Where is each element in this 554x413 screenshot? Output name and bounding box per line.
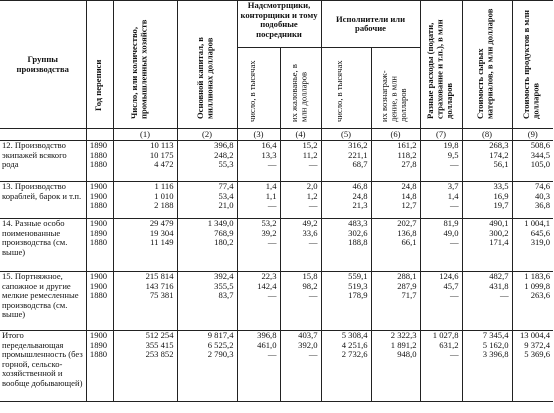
cell-value: 300,2 [489, 227, 509, 238]
cell-value: 396,8 [214, 140, 234, 150]
cell-value: 22,3 [261, 271, 277, 281]
cell-value: 403,7 [298, 330, 318, 340]
cell-value: — [449, 200, 459, 210]
cell-value: 49,0 [443, 227, 459, 238]
materials-cell [462, 331, 512, 402]
cell-value: — [449, 237, 459, 247]
capital-cell [177, 331, 237, 402]
column-number: (6) [371, 129, 420, 141]
w-number-header: число, в тысячах [321, 48, 371, 129]
sup-number-cell [237, 141, 280, 182]
supervisors-header: Надсмотрщики, конторщики и тому подобные посредники [237, 1, 321, 48]
cell-value: 1 004,1 [524, 218, 551, 228]
cell-value: 1880 [89, 290, 108, 300]
cell-value: 24,8 [352, 190, 368, 201]
cell-value: 40,3 [534, 190, 551, 201]
cell-value: 355,5 [214, 280, 234, 291]
cell-value: 1,2 [306, 190, 318, 201]
cell-value: 10 113 [150, 140, 174, 150]
cell-value: 1900 [89, 190, 108, 201]
products-header: Стоимость продуктов в млн долларов [512, 1, 553, 129]
products-cell [512, 182, 553, 219]
materials-cell [462, 141, 512, 182]
cell-value: 4 472 [154, 159, 174, 169]
cell-value: 1,4 [447, 190, 459, 201]
cell-value: 16,4 [261, 140, 277, 150]
cell-value: 5 308,4 [341, 330, 368, 340]
sup-salary-cell [280, 331, 321, 402]
cell-value: 1900 [89, 280, 108, 291]
cell-value: 1880 [89, 237, 108, 247]
cell-value: 316,2 [348, 140, 368, 150]
cell-value: 81,9 [443, 218, 459, 228]
cell-value: 9 817,4 [207, 330, 234, 340]
cell-value: — [449, 349, 459, 359]
workers-header: Исполнители или рабочие [321, 1, 420, 48]
cell-value: 1890 [89, 339, 108, 350]
cell-value: 13 004,4 [519, 330, 551, 340]
cell-value: 19,8 [443, 140, 459, 150]
cell-value: 2 790,3 [207, 349, 234, 359]
misc-expenses-header: Разные расходы (подати, страхование и т.п.), в млн долларов [420, 1, 462, 129]
year-cell [86, 219, 113, 272]
cell-value: 9 372,4 [524, 339, 551, 350]
cell-value: — [449, 290, 459, 300]
cell-value: 15,2 [302, 140, 318, 150]
sup-salary-cell [280, 141, 321, 182]
year-header: Год переписи [86, 1, 113, 129]
table-row [0, 331, 553, 402]
establishments-header: Число, или количество, промышленных хозяйств [113, 1, 177, 129]
cell-value: 319,0 [530, 237, 551, 247]
cell-value: 1 010 [154, 190, 174, 201]
w-number-cell [321, 182, 371, 219]
cell-value: 519,3 [348, 280, 368, 291]
column-number-blank [0, 129, 86, 141]
cell-value: 1 183,6 [524, 271, 551, 281]
column-number: (2) [177, 129, 237, 141]
cell-value: 1,4 [265, 181, 277, 191]
misc-cell [420, 182, 462, 219]
cell-value: 2 188 [154, 200, 174, 210]
column-number: (7) [420, 129, 462, 141]
cell-value: 768,9 [214, 227, 234, 238]
cell-value: 36,8 [534, 200, 551, 210]
misc-cell [420, 272, 462, 331]
misc-cell [420, 331, 462, 402]
cell-value: 68,7 [352, 159, 368, 169]
capital-cell [177, 141, 237, 182]
group-name-cell: 15. Портняжное, сапожное и другие мелкие ремесленные производства (см. выше) [2, 271, 79, 319]
cell-value: 14,8 [401, 190, 417, 201]
cell-value: 1 099,8 [524, 280, 551, 291]
cell-value: 288,1 [397, 271, 417, 281]
sup-salary-header: их жалованье, в млн долларов [280, 48, 321, 129]
column-number: (5) [321, 129, 371, 141]
cell-value: 1880 [89, 200, 108, 210]
cell-value: 302,6 [348, 227, 368, 238]
cell-value: — [267, 290, 277, 300]
cell-value: 221,1 [348, 149, 368, 160]
cell-value: 5 162,0 [482, 339, 509, 350]
group-name-cell: 12. Производство экипажей всякого рода [2, 140, 67, 169]
misc-cell [420, 141, 462, 182]
column-number-row [0, 129, 553, 141]
products-cell [512, 219, 553, 272]
cell-value: 71,7 [401, 290, 417, 300]
cell-value: 559,1 [348, 271, 368, 281]
cell-value: 19,7 [493, 200, 509, 210]
cell-value: 74,6 [534, 181, 551, 191]
cell-value: 9,5 [447, 149, 459, 160]
cell-value: — [267, 237, 277, 247]
column-number: (3) [237, 129, 280, 141]
cell-value: 2 322,3 [390, 330, 417, 340]
sup-number-cell [237, 272, 280, 331]
cell-value: 3 396,8 [482, 349, 509, 359]
cell-value: 1 891,2 [390, 339, 417, 350]
cell-value: 11 149 [150, 237, 174, 247]
cell-value: 253 852 [145, 349, 174, 359]
year-cell [86, 141, 113, 182]
cell-value: 1900 [89, 271, 108, 281]
cell-value: 1900 [89, 330, 108, 340]
cell-value: 46,8 [352, 181, 368, 191]
cell-value: 948,0 [397, 349, 417, 359]
cell-value: 21,3 [352, 200, 368, 210]
sup-salary-cell [280, 182, 321, 219]
cell-value: 24,8 [401, 181, 417, 191]
cell-value: 29 479 [149, 218, 174, 228]
materials-header: Стоимость сырых материалов, в млн долларов [462, 1, 512, 129]
cell-value: 11,2 [302, 149, 318, 160]
w-number-cell [321, 219, 371, 272]
cell-value: 142,4 [257, 280, 277, 291]
cell-value: 4 251,6 [341, 339, 368, 350]
cell-value: 1 027,8 [432, 330, 459, 340]
year-cell [86, 272, 113, 331]
sup-number-header: число, в тысячах [237, 48, 280, 129]
capital-cell [177, 182, 237, 219]
w-number-cell [321, 272, 371, 331]
cell-value: 483,3 [348, 218, 368, 228]
cell-value: 6 525,2 [207, 339, 234, 350]
cell-value: 143 716 [145, 280, 174, 291]
cell-value: 1890 [89, 227, 108, 238]
cell-value: 53,2 [261, 218, 277, 228]
cell-value: 645,6 [530, 227, 551, 238]
products-cell [512, 141, 553, 182]
cell-value: 268,3 [489, 140, 509, 150]
cell-value: — [308, 290, 318, 300]
cell-value: 75 381 [149, 290, 174, 300]
cell-value: 512 254 [145, 330, 174, 340]
cell-value: 33,6 [302, 227, 318, 238]
sup-salary-cell [280, 219, 321, 272]
cell-value: 490,1 [489, 218, 509, 228]
column-number: (9) [512, 129, 553, 141]
cell-value: 1880 [89, 149, 108, 160]
cell-value: 66,1 [401, 237, 417, 247]
w-wages-cell [371, 219, 420, 272]
group-name-cell: 13. Производство кораблей, барок и т.п. [2, 181, 82, 201]
cell-value: 49,2 [302, 218, 318, 228]
cell-value: 124,6 [439, 271, 459, 281]
cell-value: — [267, 200, 277, 210]
cell-value: 77,4 [218, 181, 234, 191]
group-name-cell: 14. Разные особо поименованные производства (см. выше) [2, 218, 68, 257]
cell-value: 56,1 [493, 159, 509, 169]
cell-value: 508,6 [530, 140, 551, 150]
w-wages-cell [371, 331, 420, 402]
table-row [0, 182, 553, 219]
cell-value: 392,4 [214, 271, 234, 281]
cell-value: 287,9 [397, 280, 417, 291]
table-row [0, 272, 553, 331]
cell-value: 1,1 [265, 190, 277, 201]
cell-value: 136,8 [397, 227, 417, 238]
cell-value: 98,2 [302, 280, 318, 291]
cell-value: 171,4 [489, 237, 509, 247]
cell-value: 431,8 [489, 280, 509, 291]
cell-value: 2,0 [306, 181, 318, 191]
table-row [0, 141, 553, 182]
cell-value: 355 415 [145, 339, 174, 350]
column-number: (4) [280, 129, 321, 141]
cell-value: 188,8 [348, 237, 368, 247]
cell-value: 1 349,0 [207, 218, 234, 228]
cell-value: 19 304 [149, 227, 174, 238]
cell-value: 1 116 [154, 181, 174, 191]
establishments-cell [113, 219, 177, 272]
year-cell [86, 182, 113, 219]
cell-value: 174,2 [489, 149, 509, 160]
cell-value: 118,2 [397, 149, 417, 160]
cell-value: 27,8 [401, 159, 417, 169]
cell-value: 21,0 [218, 200, 234, 210]
cell-value: 13,3 [261, 149, 277, 160]
cell-value: 202,7 [397, 218, 417, 228]
cell-value: 396,8 [257, 330, 277, 340]
establishments-cell [113, 272, 177, 331]
cell-value: 1900 [89, 218, 108, 228]
cell-value: 482,7 [489, 271, 509, 281]
column-number: (8) [462, 129, 512, 141]
cell-value: 2 732,6 [341, 349, 368, 359]
products-cell [512, 331, 553, 402]
sup-number-cell [237, 182, 280, 219]
cell-value: — [308, 237, 318, 247]
cell-value: 392,0 [298, 339, 318, 350]
w-wages-header: их вознаграж-дение, в млн долларов [371, 48, 420, 129]
cell-value: 1880 [89, 349, 108, 359]
materials-cell [462, 182, 512, 219]
cell-value: 7 345,4 [482, 330, 509, 340]
cell-value: — [308, 349, 318, 359]
cell-value: 15,8 [302, 271, 318, 281]
cell-value: 10 175 [149, 149, 174, 160]
cell-value: 83,7 [218, 290, 234, 300]
capital-header: Основной капитал, в миллионах долларов [177, 1, 237, 129]
cell-value: — [499, 290, 509, 300]
w-wages-cell [371, 141, 420, 182]
w-wages-cell [371, 182, 420, 219]
group-name-cell: Итого передельвающая промышленность (без горной, сельско-хозяйственной и вообще добывающей) [2, 330, 83, 388]
cell-value: 263,6 [530, 290, 551, 300]
cell-value: 1880 [89, 159, 108, 169]
cell-value: 180,2 [214, 237, 234, 247]
sup-number-cell [237, 219, 280, 272]
cell-value: 1890 [89, 140, 108, 150]
w-number-cell [321, 141, 371, 182]
cell-value: 16,9 [493, 190, 509, 201]
establishments-cell [113, 331, 177, 402]
cell-value: 33,5 [493, 181, 509, 191]
cell-value: 12,7 [401, 200, 417, 210]
column-number-blank [86, 129, 113, 141]
cell-value: 161,2 [397, 140, 417, 150]
cell-value: — [308, 159, 318, 169]
year-cell [86, 331, 113, 402]
cell-value: 248,2 [214, 149, 234, 160]
materials-cell [462, 219, 512, 272]
cell-value: 1900 [89, 181, 108, 191]
cell-value: 55,3 [218, 159, 234, 169]
cell-value: 39,2 [261, 227, 277, 238]
products-cell [512, 272, 553, 331]
cell-value: 45,7 [443, 280, 459, 291]
materials-cell [462, 272, 512, 331]
groups-header: Группы производства [0, 1, 86, 129]
table-row [0, 219, 553, 272]
cell-value: — [308, 200, 318, 210]
misc-cell [420, 219, 462, 272]
cell-value: 215 814 [145, 271, 174, 281]
cell-value: 5 369,6 [524, 349, 551, 359]
establishments-cell [113, 141, 177, 182]
cell-value: — [267, 159, 277, 169]
cell-value: 3,7 [447, 181, 459, 191]
cell-value: — [449, 159, 459, 169]
cell-value: 461,0 [257, 339, 277, 350]
establishments-cell [113, 182, 177, 219]
column-number: (1) [113, 129, 177, 141]
cell-value: — [267, 349, 277, 359]
sup-number-cell [237, 331, 280, 402]
cell-value: 105,0 [530, 159, 551, 169]
capital-cell [177, 219, 237, 272]
cell-value: 344,5 [530, 149, 551, 160]
cell-value: 53,4 [218, 190, 234, 201]
cell-value: 631,2 [439, 339, 459, 350]
cell-value: 178,9 [348, 290, 368, 300]
w-wages-cell [371, 272, 420, 331]
capital-cell [177, 272, 237, 331]
sup-salary-cell [280, 272, 321, 331]
w-number-cell [321, 331, 371, 402]
